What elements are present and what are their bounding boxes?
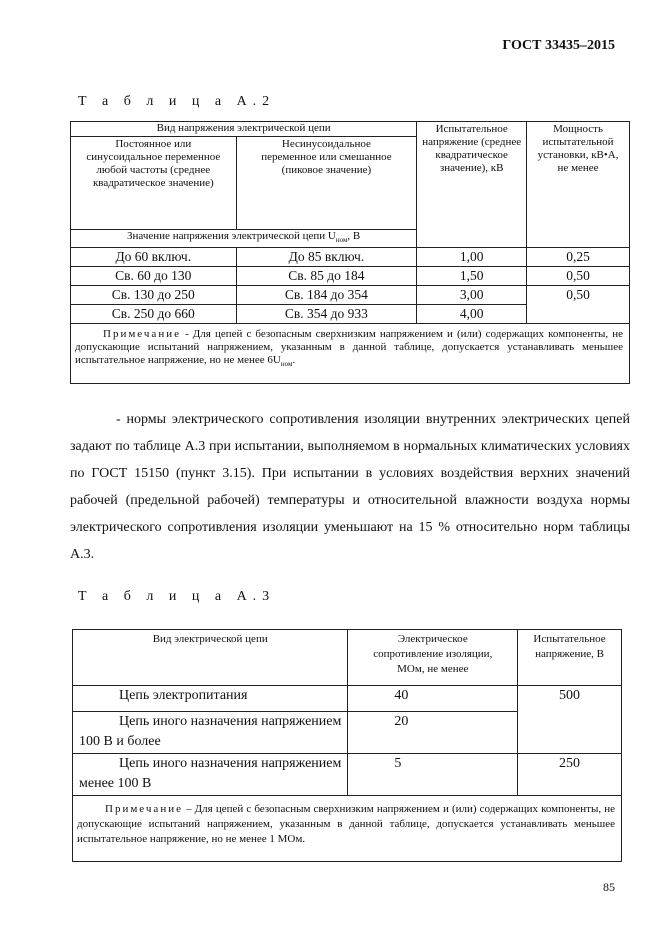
- table-a2: [70, 121, 630, 384]
- table-row: До 60 включ. До 85 включ. 1,00 0,25: [71, 248, 630, 267]
- header-test-voltage: Испытательное напряжение (среднее квадратическое значение), кВ: [417, 122, 527, 248]
- header-nonsinusoidal: Несинусоидальное переменное или смешанное (пиковое значение): [236, 137, 417, 230]
- table-a3: [72, 629, 622, 862]
- header-constant: Постоянное или синусоидальное переменное любой частоты (среднее квадратическое значение): [71, 137, 237, 230]
- table-row: Св. 250 до 660 Св. 354 до 933 4,00: [71, 305, 630, 324]
- header-power: Мощность испытательной установки, кВ•А, не менее: [527, 122, 630, 248]
- table-a2-caption: Т а б л и ц а А.2: [78, 94, 276, 109]
- page-number: 85: [603, 880, 615, 894]
- table-a3-caption: Т а б л и ц а А.3: [78, 589, 276, 604]
- table-a3-note: Примечание – Для цепей с безопасным сверхнизким напряжением и (или) содержащих компоненты, не допускающие испытаний напряжением, указанным в данной таблице, допускается устанавливать меньшее испытательное напряжение, но не менее 1 МОм.: [73, 796, 622, 862]
- table-row: Цепь электропитания 40 500: [73, 686, 622, 712]
- table-row: Цепь иного назначения напряжением 100 В и более 20: [73, 712, 622, 754]
- body-paragraph: - нормы электрического сопротивления изоляции внутренних электрических цепей задают по таблице А.3 при испытании, выполняемом в нормальных климатических условиях по ГОСТ 15150 (пункт 3.15). При испытании в условиях воздействия верхних значений рабочей (предельной рабочей) температуры и относительной влажности воздуха нормы электрического сопротивления изоляции уменьшают на 15 % относительно норм таблицы А.3.: [70, 412, 630, 562]
- table-row: Цепь иного назначения напряжением менее 100 В 5 250: [73, 754, 622, 796]
- standard-number: ГОСТ 33435–2015: [502, 38, 615, 53]
- header-test-voltage: Испытательное напряжение, В: [518, 630, 622, 686]
- header-voltage-type: Вид напряжения электрической цепи: [71, 122, 417, 137]
- header-circuit: Вид электрической цепи: [73, 630, 348, 686]
- header-resistance: Электрическое сопротивление изоляции, МОм, не менее: [348, 630, 518, 686]
- table-a2-note: Примечание - Для цепей с безопасным сверхнизким напряжением и (или) содержащих компоненты, не допускающие испытаний напряжением, указанным в данной таблице, допускается устанавливать меньшее испытательное напряжение, но не менее $6U_{ном}$.: [71, 324, 630, 384]
- table-row: Св. 60 до 130 Св. 85 до 184 1,50 0,50: [71, 267, 630, 286]
- table-row: Св. 130 до 250 Св. 184 до 354 3,00 0,50: [71, 286, 630, 305]
- header-nominal-voltage: Значение напряжения электрической цепи $U_{ном}$, В: [71, 230, 417, 248]
